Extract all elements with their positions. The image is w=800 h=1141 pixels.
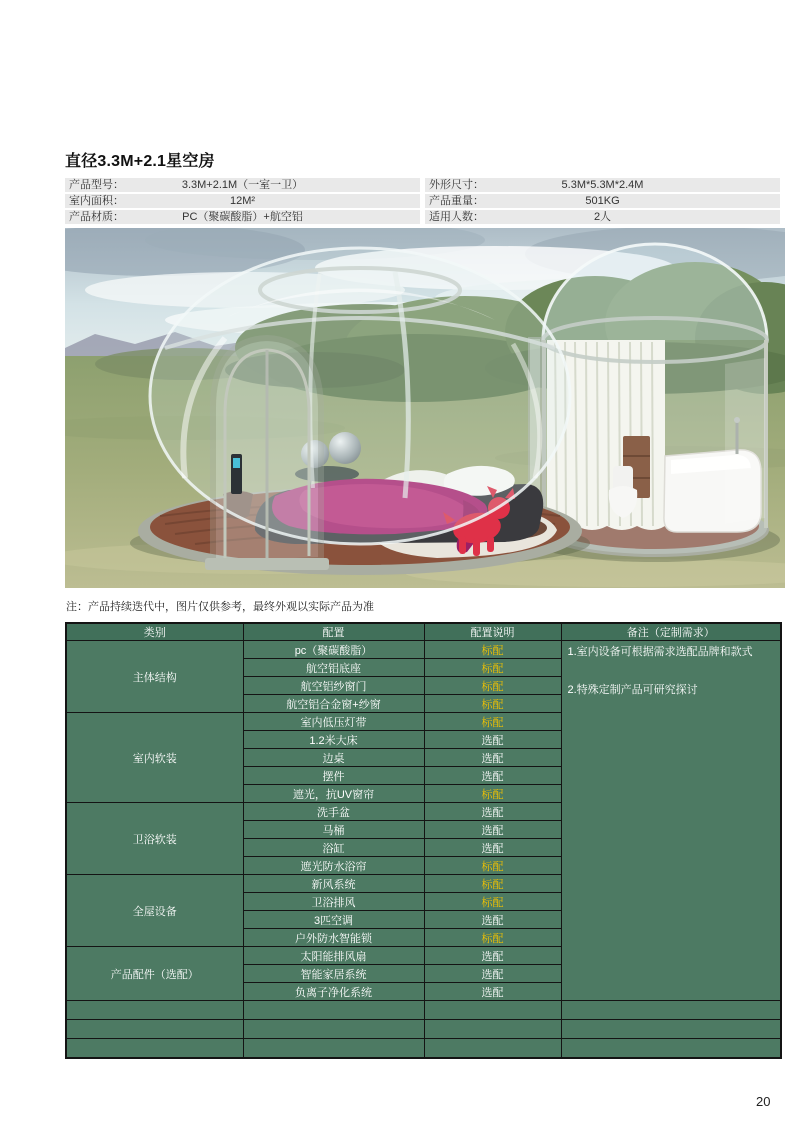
config-item: 航空铝合金窗+纱窗 xyxy=(243,695,424,713)
config-item: 太阳能排风扇 xyxy=(243,947,424,965)
status-cell: 选配 xyxy=(424,983,561,1001)
status-cell: 选配 xyxy=(424,767,561,785)
empty-cell xyxy=(243,1001,424,1020)
category-cell: 全屋设备 xyxy=(66,875,243,947)
spec-value: 3.3M+2.1M（一室一卫） xyxy=(181,179,304,191)
status-cell: 标配 xyxy=(424,659,561,677)
config-item: 摆件 xyxy=(243,767,424,785)
empty-cell xyxy=(424,1020,561,1039)
header-configuration: 配置 xyxy=(243,623,424,641)
empty-cell xyxy=(243,1039,424,1058)
config-item: 浴缸 xyxy=(243,839,424,857)
category-cell: 产品配件（选配） xyxy=(66,947,243,1001)
empty-cell xyxy=(66,1020,243,1039)
status-cell: 标配 xyxy=(424,641,561,659)
status-cell: 选配 xyxy=(424,803,561,821)
empty-cell xyxy=(66,1039,243,1058)
header-remarks: 备注（定制需求） xyxy=(561,623,781,641)
spec-value: 501KG xyxy=(585,195,620,207)
config-item: 卫浴排风 xyxy=(243,893,424,911)
page-title: 直径3.3M+2.1星空房 xyxy=(65,153,215,170)
spec-label: 产品材质： xyxy=(69,211,124,223)
page-number: 20 xyxy=(756,1094,771,1109)
status-cell: 选配 xyxy=(424,731,561,749)
header-category: 类别 xyxy=(66,623,243,641)
status-cell: 标配 xyxy=(424,893,561,911)
category-cell: 主体结构 xyxy=(66,641,243,713)
spec-row xyxy=(65,194,420,208)
product-photo xyxy=(65,228,785,588)
config-item: 边桌 xyxy=(243,749,424,767)
config-item: 智能家居系统 xyxy=(243,965,424,983)
empty-cell xyxy=(561,1020,781,1039)
status-cell: 选配 xyxy=(424,749,561,767)
spec-value: 5.3M*5.3M*2.4M xyxy=(561,179,644,191)
status-cell: 选配 xyxy=(424,839,561,857)
spec-label: 产品型号： xyxy=(69,179,124,191)
spec-table-right xyxy=(425,178,780,226)
config-item: 遮光防水浴帘 xyxy=(243,857,424,875)
status-cell: 标配 xyxy=(424,695,561,713)
empty-row xyxy=(66,1020,781,1039)
configuration-table xyxy=(65,622,782,1059)
empty-cell xyxy=(561,1039,781,1058)
remarks-cell xyxy=(561,641,781,1001)
config-item: 室内低压灯带 xyxy=(243,713,424,731)
header-config-note: 配置说明 xyxy=(424,623,561,641)
spec-value: 12M² xyxy=(229,195,256,207)
bubble-house-render xyxy=(65,228,785,588)
config-item: 新风系统 xyxy=(243,875,424,893)
empty-row xyxy=(66,1001,781,1020)
empty-cell xyxy=(243,1020,424,1039)
spec-row xyxy=(65,178,420,192)
spec-label: 适用人数： xyxy=(429,211,484,223)
config-item: 负离子净化系统 xyxy=(243,983,424,1001)
empty-cell xyxy=(424,1001,561,1020)
config-item: 航空铝纱窗门 xyxy=(243,677,424,695)
config-item: 3匹空调 xyxy=(243,911,424,929)
dome-door xyxy=(205,338,329,570)
spec-row xyxy=(65,210,420,224)
remark-line: 1.室内设备可根据需求选配品牌和款式 xyxy=(567,646,753,658)
spec-label: 产品重量： xyxy=(429,195,484,207)
spec-table-left xyxy=(65,178,420,226)
spec-row xyxy=(425,194,780,208)
status-cell: 标配 xyxy=(424,875,561,893)
empty-row xyxy=(66,1039,781,1058)
config-item: 1.2米大床 xyxy=(243,731,424,749)
spec-label: 室内面积： xyxy=(69,195,124,207)
toilet xyxy=(609,466,637,518)
config-item: 洗手盆 xyxy=(243,803,424,821)
status-cell: 选配 xyxy=(424,965,561,983)
status-cell: 标配 xyxy=(424,857,561,875)
remark-line: 2.特殊定制产品可研究探讨 xyxy=(567,684,698,696)
status-cell: 选配 xyxy=(424,947,561,965)
spec-value: PC（聚碳酸脂）+航空铝 xyxy=(182,211,303,223)
spec-label: 外形尺寸： xyxy=(429,179,484,191)
status-cell: 标配 xyxy=(424,713,561,731)
status-cell: 选配 xyxy=(424,911,561,929)
config-item: 马桶 xyxy=(243,821,424,839)
config-item: 户外防水智能锁 xyxy=(243,929,424,947)
status-cell: 标配 xyxy=(424,929,561,947)
config-item: 遮光，抗UV窗帘 xyxy=(243,785,424,803)
disclaimer-note: 注：产品持续迭代中，图片仅供参考，最终外观以实际产品为准 xyxy=(66,601,374,613)
status-cell: 标配 xyxy=(424,677,561,695)
table-row xyxy=(66,641,781,659)
config-item: pc（聚碳酸脂） xyxy=(243,641,424,659)
status-cell: 标配 xyxy=(424,785,561,803)
table-header-row xyxy=(66,623,781,641)
category-cell: 卫浴软装 xyxy=(66,803,243,875)
empty-cell xyxy=(66,1001,243,1020)
config-item: 航空铝底座 xyxy=(243,659,424,677)
spec-row xyxy=(425,178,780,192)
spec-value: 2人 xyxy=(593,211,612,223)
empty-cell xyxy=(561,1001,781,1020)
empty-cell xyxy=(424,1039,561,1058)
category-cell: 室内软装 xyxy=(66,713,243,803)
spec-row xyxy=(425,210,780,224)
status-cell: 选配 xyxy=(424,821,561,839)
